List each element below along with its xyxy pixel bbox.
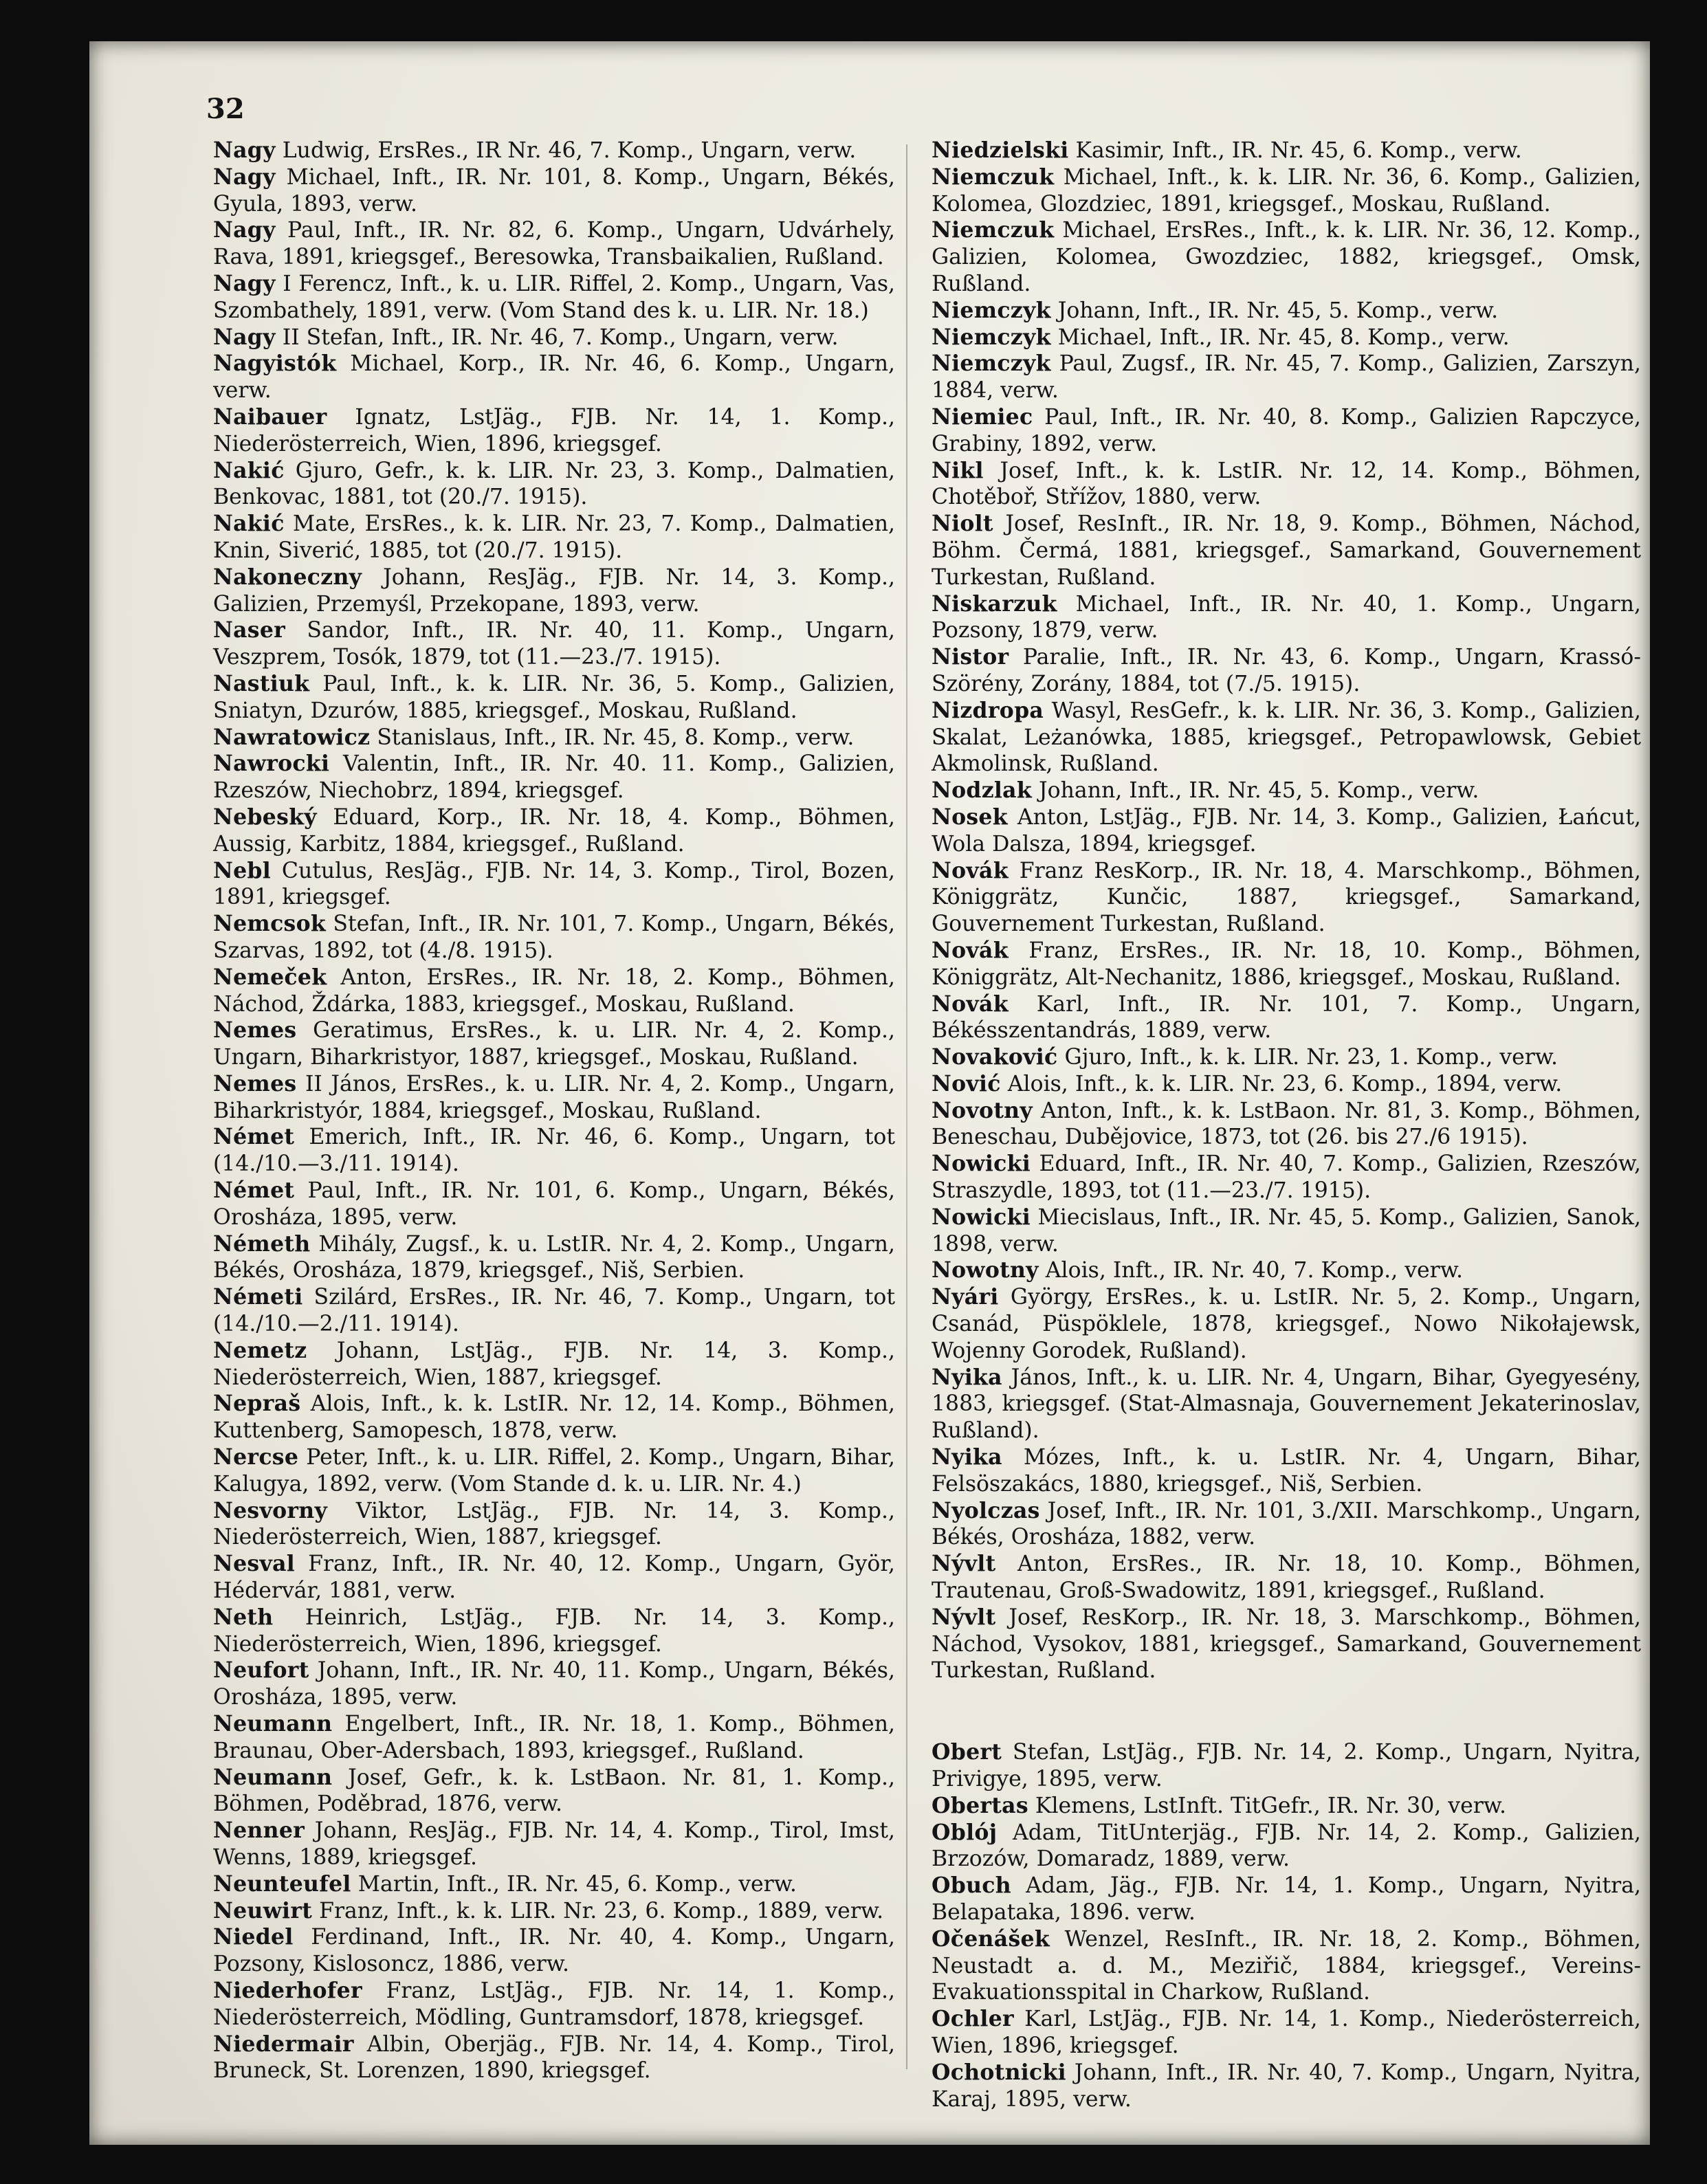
register-entry bbox=[932, 777, 1641, 804]
entry-surname: Nastiuk bbox=[213, 670, 310, 696]
entry-surname: Nosek bbox=[932, 804, 1008, 830]
entry-details: Michael, Korp., IR. Nr. 46, 6. Komp., Ungarn, verw. bbox=[213, 351, 895, 404]
entry-surname: Nývlt bbox=[932, 1551, 996, 1577]
entry-details: Paralie, Inft., IR. Nr. 43, 6. Komp., Ungarn, Krassó-Szörény, Zorány, 1884, tot (7./5. 1915). bbox=[932, 645, 1641, 696]
entry-details: Martin, Inft., IR. Nr. 45, 6. Komp., verw. bbox=[351, 1871, 797, 1897]
entry-details: Johann, Inft., IR. Nr. 40, 11. Komp., Ungarn, Békés, Orosháza, 1895, verw. bbox=[213, 1658, 895, 1710]
entry-surname: Nemes bbox=[213, 1070, 297, 1096]
register-entry bbox=[932, 698, 1641, 777]
entry-details: Johann, Inft., IR. Nr. 45, 5. Komp., verw. bbox=[1032, 778, 1479, 804]
entry-details: Mihály, Zugsf., k. u. LstIR. Nr. 4, 2. Komp., Ungarn, Békés, Orosháza, 1879, kriegsgef., Niš, Serbien. bbox=[213, 1231, 895, 1283]
register-entry bbox=[932, 298, 1641, 324]
entry-details: Paul, Inft., IR. Nr. 101, 6. Komp., Ungarn, Békés, Orosháza, 1895, verw. bbox=[213, 1178, 895, 1230]
entry-surname: Nakić bbox=[213, 511, 285, 537]
left-column bbox=[213, 137, 895, 2084]
entry-surname: Niedel bbox=[213, 1924, 294, 1950]
entry-surname: Nagyistók bbox=[213, 351, 337, 377]
register-entry bbox=[213, 1231, 895, 1285]
entry-details: Michael, Inft., IR. Nr. 45, 8. Komp., verw. bbox=[1050, 324, 1510, 350]
entry-surname: Niemczuk bbox=[932, 217, 1055, 243]
entry-details: Anton, LstJäg., FJB. Nr. 14, 3. Komp., Galizien, Łańcut, Wola Dalsza, 1894, kriegsgef. bbox=[932, 804, 1641, 857]
entry-surname: Nebeský bbox=[213, 804, 317, 830]
register-entry bbox=[932, 2006, 1641, 2060]
register-entry bbox=[213, 137, 895, 164]
entry-details: Mózes, Inft., k. u. LstIR. Nr. 4, Ungarn, Bihar, Felsöszakács, 1880, kriegsgef., Niš, Serbien. bbox=[932, 1445, 1641, 1497]
register-entry bbox=[213, 1178, 895, 1231]
entry-surname: Nesval bbox=[213, 1551, 296, 1577]
entry-details: Johann, ResJäg., FJB. Nr. 14, 3. Komp., Galizien, Przemyśl, Przekopane, 1893, verw. bbox=[213, 564, 895, 617]
register-entry bbox=[213, 271, 895, 324]
right-column-o-entries bbox=[932, 1739, 1641, 2113]
entry-details: Josef, Gefr., k. k. LstBaon. Nr. 81, 1. Komp., Böhmen, Poděbrad, 1876, verw. bbox=[213, 1765, 895, 1817]
entry-details: Franz, Inft., k. k. LIR. Nr. 23, 6. Komp., 1889, verw. bbox=[312, 1898, 884, 1923]
entry-details: Eduard, Inft., IR. Nr. 40, 7. Komp., Galizien, Rzeszów, Straszydle, 1893, tot (11.—23./7. 1915). bbox=[932, 1151, 1641, 1204]
register-entry bbox=[932, 591, 1641, 645]
entry-details: Miecislaus, Inft., IR. Nr. 45, 5. Komp., Galizien, Sanok, 1898, verw. bbox=[932, 1204, 1641, 1257]
entry-surname: Nesvorny bbox=[213, 1497, 328, 1523]
entry-surname: Nepraš bbox=[213, 1391, 301, 1417]
entry-details: I Ferencz, Inft., k. u. LIR. Riffel, 2. Komp., Ungarn, Vas, Szombathely, 1891, verw. (Vom Stand des k. u. LIR. Nr. 18.) bbox=[213, 271, 895, 323]
entry-surname: Novaković bbox=[932, 1044, 1058, 1070]
entry-details: Karl, LstJäg., FJB. Nr. 14, 1. Komp., Niederösterreich, Wien, 1896, kriegsgef. bbox=[932, 2007, 1641, 2058]
entry-surname: Nawratowicz bbox=[213, 724, 371, 750]
entry-surname: Neuwirt bbox=[213, 1897, 313, 1923]
register-entry bbox=[213, 1071, 895, 1125]
register-entry bbox=[932, 2060, 1641, 2113]
entry-details: Anton, Inft., k. k. LstBaon. Nr. 81, 3. Komp., Böhmen, Beneschau, Dubějovice, 1873, tot (26. bis 27./6 1915). bbox=[932, 1098, 1641, 1150]
entry-surname: Novák bbox=[932, 857, 1009, 883]
register-entry bbox=[213, 751, 895, 804]
entry-details: Adam, Jäg., FJB. Nr. 14, 1. Komp., Ungarn, Nyitra, Belapataka, 1896. verw. bbox=[932, 1873, 1641, 1925]
register-entry bbox=[213, 725, 895, 751]
entry-details: II János, ErsRes., k. u. LIR. Nr. 4, 2. Komp., Ungarn, Biharkristyór, 1884, kriegsgef., Moskau, Rußland. bbox=[213, 1071, 895, 1123]
register-entry bbox=[213, 964, 895, 1018]
register-entry bbox=[932, 991, 1641, 1045]
entry-details: Paul, Inft., k. k. LIR. Nr. 36, 5. Komp., Galizien, Sniatyn, Dzurów, 1885, kriegsgef., Moskau, Rußland. bbox=[213, 671, 895, 723]
entry-surname: Naser bbox=[213, 617, 286, 643]
entry-surname: Nizdropa bbox=[932, 697, 1044, 723]
register-entry bbox=[932, 1820, 1641, 1873]
register-entry bbox=[213, 1924, 895, 1978]
entry-details: Sandor, Inft., IR. Nr. 40, 11. Komp., Ungarn, Veszprem, Tosók, 1879, tot (11.—23./7. 1915). bbox=[213, 618, 895, 670]
register-entry bbox=[932, 164, 1641, 218]
column-divider bbox=[906, 144, 907, 2069]
entry-surname: Nović bbox=[932, 1070, 1001, 1096]
entry-surname: Nowotny bbox=[932, 1257, 1039, 1283]
register-entry bbox=[213, 1765, 895, 1818]
register-entry bbox=[932, 458, 1641, 511]
entry-surname: Németh bbox=[213, 1231, 311, 1257]
register-entry bbox=[932, 1551, 1641, 1604]
register-entry bbox=[213, 1017, 895, 1071]
register-entry bbox=[213, 911, 895, 964]
entry-details: Josef, Inft., IR. Nr. 101, 3./XII. Marschkomp., Ungarn, Békés, Orosháza, 1882, verw. bbox=[932, 1498, 1641, 1550]
register-entry bbox=[932, 1098, 1641, 1151]
entry-surname: Nyika bbox=[932, 1364, 1002, 1390]
entry-details: Stanislaus, Inft., IR. Nr. 45, 8. Komp., verw. bbox=[370, 725, 855, 750]
register-entry bbox=[932, 1151, 1641, 1204]
entry-details: Michael, ErsRes., Inft., k. k. LIR. Nr. 36, 12. Komp., Galizien, Kolomea, Gwozdziec, 1882, kriegsgef., Omsk, Rußland. bbox=[932, 218, 1641, 296]
right-column bbox=[932, 137, 1641, 2113]
entry-details: Alois, Inft., k. k. LstIR. Nr. 12, 14. Komp., Böhmen, Kuttenberg, Samopesch, 1878, verw. bbox=[213, 1391, 895, 1444]
register-entry bbox=[213, 1657, 895, 1711]
entry-details: Alois, Inft., IR. Nr. 40, 7. Komp., verw. bbox=[1038, 1258, 1463, 1283]
entry-surname: Neufort bbox=[213, 1657, 309, 1684]
register-entry bbox=[213, 1551, 895, 1604]
register-entry bbox=[213, 1711, 895, 1765]
entry-details: Josef, ResKorp., IR. Nr. 18, 3. Marschkomp., Böhmen, Náchod, Vysokov, 1881, kriegsgef., Samarkand, Gouvernement Turkestan, Rußland. bbox=[932, 1604, 1641, 1684]
entry-details: Valentin, Inft., IR. Nr. 40. 11. Komp., Galizien, Rzeszów, Niechobrz, 1894, kriegsgef. bbox=[213, 751, 895, 804]
entry-details: Michael, Inft., k. k. LIR. Nr. 36, 6. Komp., Galizien, Kolomea, Glozdziec, 1891, kriegsgef., Moskau, Rußland. bbox=[932, 164, 1641, 217]
entry-details: Wenzel, ResInft., IR. Nr. 18, 2. Komp., Böhmen, Neustadt a. d. M., Meziřič, 1884, kriegsgef., Vereins-Evakuationsspital in Charkow, Rußland. bbox=[932, 1926, 1641, 2005]
entry-details: Karl, Inft., IR. Nr. 101, 7. Komp., Ungarn, Békésszentandrás, 1889, verw. bbox=[932, 991, 1641, 1044]
entry-details: Anton, ErsRes., IR. Nr. 18, 10. Komp., Böhmen, Trautenau, Groß-Swadowitz, 1891, kriegsgef., Rußland. bbox=[932, 1552, 1641, 1604]
entry-details: Stefan, Inft., IR. Nr. 101, 7. Komp., Ungarn, Békés, Szarvas, 1892, tot (4./8. 1915). bbox=[213, 912, 895, 963]
register-entry bbox=[213, 1871, 895, 1898]
register-entry bbox=[213, 804, 895, 858]
register-entry bbox=[213, 404, 895, 458]
entry-details: Gjuro, Gefr., k. k. LIR. Nr. 23, 3. Komp., Dalmatien, Benkovac, 1881, tot (20./7. 1915). bbox=[213, 458, 895, 510]
register-entry bbox=[932, 511, 1641, 591]
entry-details: Franz ResKorp., IR. Nr. 18, 4. Marschkomp., Böhmen, Königgrätz, Kunčic, 1887, kriegsgef., Samarkand, Gouvernement Turkestan, Rußland. bbox=[932, 858, 1641, 937]
entry-surname: Niemczyk bbox=[932, 324, 1051, 350]
entry-details: Anton, ErsRes., IR. Nr. 18, 2. Komp., Böhmen, Náchod, Ždárka, 1883, kriegsgef., Moskau, Rußland. bbox=[213, 964, 895, 1017]
entry-details: János, Inft., k. u. LIR. Nr. 4, Ungarn, Bihar, Gyegyesény, 1883, kriegsgef. (Stat-Almasnaja, Gouvernement Jekaterinoslav, Rußland). bbox=[932, 1365, 1641, 1444]
register-entry bbox=[932, 1604, 1641, 1684]
entry-surname: Nawrocki bbox=[213, 751, 330, 777]
register-entry bbox=[932, 1793, 1641, 1820]
entry-details: Johann, LstJäg., FJB. Nr. 14, 3. Komp., Niederösterreich, Wien, 1887, kriegsgef. bbox=[213, 1338, 895, 1390]
entry-surname: Nakoneczny bbox=[213, 564, 362, 590]
entry-surname: Nikl bbox=[932, 457, 984, 483]
entry-surname: Novák bbox=[932, 991, 1009, 1017]
register-entry bbox=[213, 1604, 895, 1658]
entry-surname: Nagy bbox=[213, 324, 276, 350]
register-entry bbox=[932, 404, 1641, 458]
entry-details: Paul, Inft., IR. Nr. 40, 8. Komp., Galizien Rapczyce, Grabiny, 1892, verw. bbox=[932, 404, 1641, 456]
register-entry bbox=[213, 2031, 895, 2085]
register-entry bbox=[213, 1391, 895, 1444]
entry-details: Paul, Inft., IR. Nr. 82, 6. Komp., Ungarn, Udvárhely, Rava, 1891, kriegsgef., Beresowka, Transbaikalien, Rußland. bbox=[213, 218, 895, 270]
entry-details: Ludwig, ErsRes., IR Nr. 46, 7. Komp., Ungarn, verw. bbox=[275, 138, 857, 163]
entry-details: Michael, Inft., IR. Nr. 101, 8. Komp., Ungarn, Békés, Gyula, 1893, verw. bbox=[213, 164, 895, 217]
register-entry bbox=[213, 1284, 895, 1338]
entry-details: Johann, ResJäg., FJB. Nr. 14, 4. Komp., Tirol, Imst, Wenns, 1889, kriegsgef. bbox=[213, 1818, 895, 1870]
entry-details: Geratimus, ErsRes., k. u. LIR. Nr. 4, 2. Komp., Ungarn, Biharkristyor, 1887, kriegsgef., Moskau, Rußland. bbox=[213, 1018, 895, 1070]
entry-details: Paul, Zugsf., IR. Nr. 45, 7. Komp., Galizien, Zarszyn, 1884, verw. bbox=[932, 351, 1641, 404]
entry-surname: Oblój bbox=[932, 1819, 998, 1845]
register-entry bbox=[213, 617, 895, 671]
entry-surname: Niedzielski bbox=[932, 137, 1069, 163]
register-entry bbox=[213, 1978, 895, 2031]
right-column-n-entries bbox=[932, 137, 1641, 1684]
entry-surname: Naibauer bbox=[213, 404, 327, 430]
entry-details: Ferdinand, Inft., IR. Nr. 40, 4. Komp., Ungarn, Pozsony, Kislosoncz, 1886, verw. bbox=[213, 1925, 895, 1977]
entry-surname: Niolt bbox=[932, 511, 993, 537]
register-entry bbox=[213, 564, 895, 618]
entry-details: Viktor, LstJäg., FJB. Nr. 14, 3. Komp., Niederösterreich, Wien, 1887, kriegsgef. bbox=[213, 1498, 895, 1550]
register-entry bbox=[932, 1873, 1641, 1926]
entry-surname: Nakić bbox=[213, 457, 285, 483]
entry-surname: Nercse bbox=[213, 1444, 299, 1470]
entry-surname: Nyika bbox=[932, 1444, 1002, 1470]
entry-surname: Nebl bbox=[213, 857, 272, 883]
entry-surname: Niemiec bbox=[932, 404, 1033, 430]
entry-details: Klemens, LstInft. TitGefr., IR. Nr. 30, verw. bbox=[1028, 1793, 1507, 1818]
register-entry bbox=[213, 324, 895, 351]
register-entry bbox=[213, 1124, 895, 1178]
entry-surname: Neth bbox=[213, 1604, 274, 1630]
register-entry bbox=[932, 938, 1641, 991]
entry-surname: Neunteufel bbox=[213, 1871, 351, 1897]
register-entry bbox=[213, 511, 895, 564]
entry-details: Engelbert, Inft., IR. Nr. 18, 1. Komp., Böhmen, Braunau, Ober-Adersbach, 1893, kriegsgef., Rußland. bbox=[213, 1712, 895, 1763]
entry-details: Alois, Inft., k. k. LIR. Nr. 23, 6. Komp., 1894, verw. bbox=[1000, 1071, 1563, 1096]
register-entry bbox=[932, 804, 1641, 858]
entry-details: Emerich, Inft., IR. Nr. 46, 6. Komp., Ungarn, tot (14./10.—3./11. 1914). bbox=[213, 1125, 895, 1177]
entry-surname: Németi bbox=[213, 1284, 303, 1310]
entry-surname: Ochotnicki bbox=[932, 2059, 1066, 2085]
register-entry bbox=[213, 351, 895, 404]
register-entry bbox=[213, 1498, 895, 1552]
entry-surname: Nemeček bbox=[213, 964, 327, 990]
page-number: 32 bbox=[206, 93, 245, 125]
entry-surname: Neumann bbox=[213, 1711, 333, 1737]
entry-surname: Nistor bbox=[932, 644, 1009, 670]
entry-details: Gjuro, Inft., k. k. LIR. Nr. 23, 1. Komp., verw. bbox=[1057, 1045, 1559, 1070]
entry-surname: Nemes bbox=[213, 1017, 297, 1044]
entry-surname: Niemczyk bbox=[932, 297, 1051, 323]
register-entry bbox=[932, 351, 1641, 404]
entry-details: Eduard, Korp., IR. Nr. 18, 4. Komp., Böhmen, Aussig, Karbitz, 1884, kriegsgef., Rußland. bbox=[213, 804, 895, 857]
entry-details: Franz, ErsRes., IR. Nr. 18, 10. Komp., Böhmen, Königgrätz, Alt-Nechanitz, 1886, kriegsgef., Moskau, Rußland. bbox=[932, 938, 1641, 990]
entry-surname: Očenášek bbox=[932, 1926, 1050, 1952]
entry-details: Mate, ErsRes., k. k. LIR. Nr. 23, 7. Komp., Dalmatien, Knin, Siverić, 1885, tot (20./7. 1915). bbox=[213, 511, 895, 563]
entry-surname: Nemcsok bbox=[213, 911, 327, 937]
register-entry bbox=[213, 671, 895, 725]
entry-surname: Német bbox=[213, 1124, 295, 1150]
entry-surname: Ochler bbox=[932, 2006, 1014, 2032]
entry-details: Heinrich, LstJäg., FJB. Nr. 14, 3. Komp., Niederösterreich, Wien, 1896, kriegsgef. bbox=[213, 1604, 895, 1657]
register-entry bbox=[213, 1898, 895, 1925]
entry-surname: Niedermair bbox=[213, 2031, 354, 2057]
entry-details: Albin, Oberjäg., FJB. Nr. 14, 4. Komp., Tirol, Bruneck, St. Lorenzen, 1890, kriegsgef. bbox=[213, 2031, 895, 2084]
entry-surname: Novotny bbox=[932, 1097, 1033, 1123]
register-entry bbox=[213, 1444, 895, 1498]
entry-surname: Nowicki bbox=[932, 1151, 1031, 1177]
entry-surname: Nowicki bbox=[932, 1204, 1031, 1230]
entry-surname: Nagy bbox=[213, 164, 276, 190]
entry-surname: Nodzlak bbox=[932, 777, 1033, 804]
register-entry bbox=[932, 1365, 1641, 1444]
register-entry bbox=[213, 1818, 895, 1871]
register-entry bbox=[213, 1338, 895, 1391]
entry-surname: Neumann bbox=[213, 1764, 333, 1790]
register-entry bbox=[213, 164, 895, 218]
register-entry bbox=[932, 1739, 1641, 1793]
entry-details: Kasimir, Inft., IR. Nr. 45, 6. Komp., verw. bbox=[1068, 138, 1522, 163]
register-entry bbox=[932, 137, 1641, 164]
entry-surname: Nenner bbox=[213, 1818, 305, 1844]
entry-surname: Nyári bbox=[932, 1284, 999, 1310]
entry-surname: Niemczyk bbox=[932, 351, 1051, 377]
entry-details: Franz, Inft., IR. Nr. 40, 12. Komp., Ungarn, Györ, Hédervár, 1881, verw. bbox=[213, 1552, 895, 1604]
entry-surname: Nemetz bbox=[213, 1337, 307, 1363]
register-entry bbox=[932, 1926, 1641, 2006]
register-entry bbox=[932, 1204, 1641, 1258]
register-entry bbox=[932, 1071, 1641, 1098]
register-entry bbox=[932, 1257, 1641, 1284]
entry-surname: Obertas bbox=[932, 1792, 1028, 1818]
register-entry bbox=[932, 324, 1641, 351]
entry-surname: Niederhofer bbox=[213, 1977, 362, 2003]
entry-details: Cutulus, ResJäg., FJB. Nr. 14, 3. Komp., Tirol, Bozen, 1891, kriegsgef. bbox=[213, 858, 895, 910]
entry-details: Michael, Inft., IR. Nr. 40, 1. Komp., Ungarn, Pozsony, 1879, verw. bbox=[932, 591, 1641, 643]
entry-details: Josef, Inft., k. k. LstIR. Nr. 12, 14. Komp., Böhmen, Chotěboř, Střížov, 1880, verw. bbox=[932, 458, 1641, 510]
entry-surname: Obuch bbox=[932, 1873, 1011, 1899]
entry-surname: Niemczuk bbox=[932, 164, 1055, 190]
register-entry bbox=[932, 1444, 1641, 1498]
entry-surname: Nagy bbox=[213, 270, 276, 296]
entry-details: Johann, Inft., IR. Nr. 45, 5. Komp., verw. bbox=[1050, 298, 1499, 323]
entry-details: Franz, LstJäg., FJB. Nr. 14, 1. Komp., Niederösterreich, Mödling, Guntramsdorf, 1878, kriegsgef. bbox=[213, 1978, 895, 2030]
entry-details: Ignatz, LstJäg., FJB. Nr. 14, 1. Komp., Niederösterreich, Wien, 1896, kriegsgef. bbox=[213, 404, 895, 456]
entry-details: Johann, Inft., IR. Nr. 40, 7. Komp., Ungarn, Nyitra, Karaj, 1895, verw. bbox=[932, 2060, 1641, 2112]
register-entry bbox=[213, 217, 895, 271]
entry-details: Peter, Inft., k. u. LIR. Riffel, 2. Komp., Ungarn, Bihar, Kalugya, 1892, verw. (Vom Stande d. k. u. LIR. Nr. 4.) bbox=[213, 1445, 895, 1497]
entry-details: Stefan, LstJäg., FJB. Nr. 14, 2. Komp., Ungarn, Nyitra, Privigye, 1895, verw. bbox=[932, 1740, 1641, 1792]
entry-details: György, ErsRes., k. u. LstIR. Nr. 5, 2. Komp., Ungarn, Csanád, Püspöklele, 1878, kriegsgef., Nowo Nikołajewsk, Wojenny Gorodek, Rußland). bbox=[932, 1285, 1641, 1363]
entry-surname: Obert bbox=[932, 1739, 1002, 1765]
entry-surname: Niskarzuk bbox=[932, 591, 1057, 617]
entry-surname: Német bbox=[213, 1178, 295, 1204]
register-entry bbox=[932, 644, 1641, 698]
entry-details: Szilárd, ErsRes., IR. Nr. 46, 7. Komp., Ungarn, tot (14./10.—2./11. 1914). bbox=[213, 1285, 895, 1337]
entry-surname: Nagy bbox=[213, 217, 276, 243]
register-entry bbox=[213, 858, 895, 912]
register-entry bbox=[932, 1044, 1641, 1071]
entry-details: Adam, TitUnterjäg., FJB. Nr. 14, 2. Komp., Galizien, Brzozów, Domaradz, 1889, verw. bbox=[932, 1820, 1641, 1872]
entry-details: Wasyl, ResGefr., k. k. LIR. Nr. 36, 3. Komp., Galizien, Skalat, Leżanówka, 1885, kriegsgef., Petropawlowsk, Gebiet Akmolinsk, Rußland. bbox=[932, 698, 1641, 777]
entry-surname: Nagy bbox=[213, 137, 276, 163]
register-entry bbox=[932, 1498, 1641, 1552]
register-entry bbox=[932, 858, 1641, 938]
entry-details: II Stefan, Inft., IR. Nr. 46, 7. Komp., Ungarn, verw. bbox=[275, 324, 839, 350]
register-entry bbox=[213, 458, 895, 511]
entry-surname: Novák bbox=[932, 937, 1009, 963]
register-entry bbox=[932, 1284, 1641, 1364]
entry-details: Josef, ResInft., IR. Nr. 18, 9. Komp., Böhmen, Náchod, Böhm. Čermá, 1881, kriegsgef., Samarkand, Gouvernement Turkestan, Rußland. bbox=[932, 511, 1641, 590]
register-entry bbox=[932, 217, 1641, 297]
entry-surname: Nývlt bbox=[932, 1604, 996, 1630]
entry-surname: Nyolczas bbox=[932, 1497, 1040, 1523]
